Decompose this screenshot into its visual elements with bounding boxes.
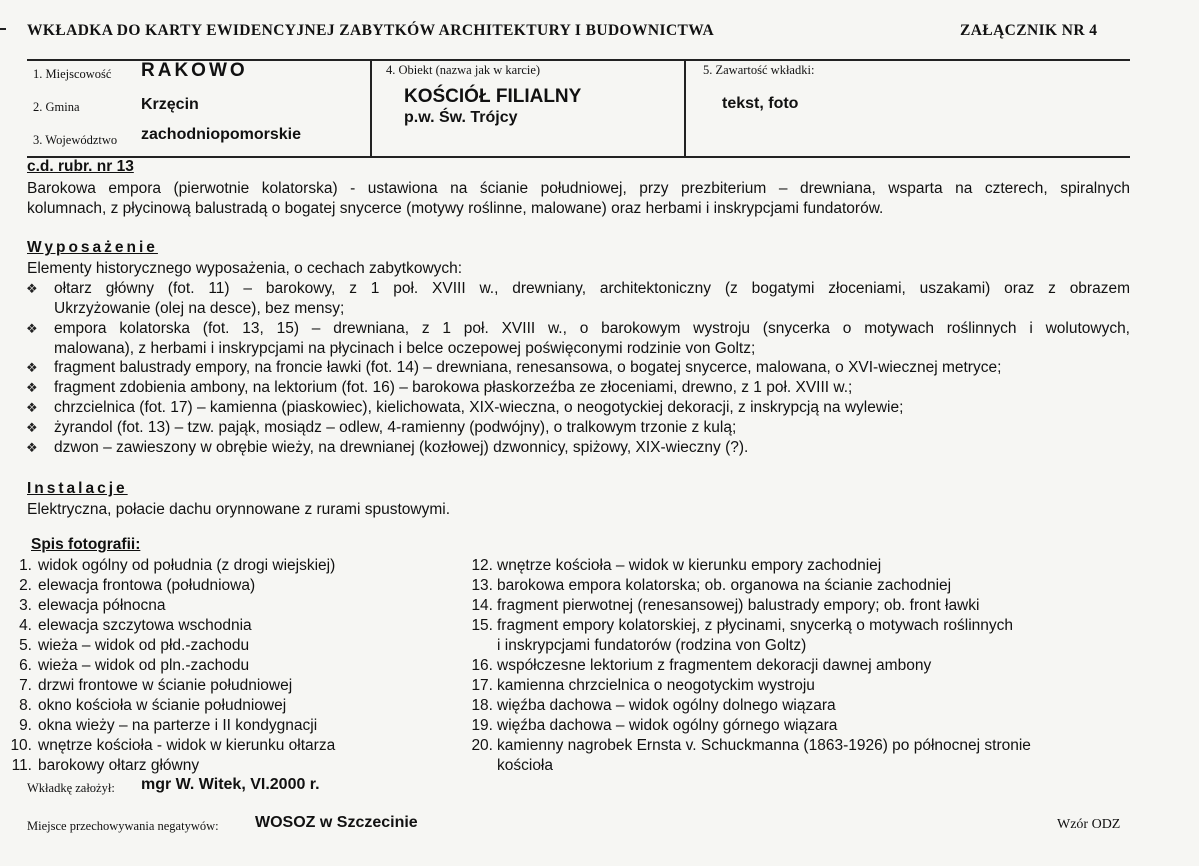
form-model: Wzór ODZ	[1057, 817, 1121, 832]
photo-caption: barokowa empora kolatorska; ob. organowa na ścianie zachodniej	[497, 577, 952, 594]
photo-caption: kamienny nagrobek Ernsta v. Schuckmanna (1863-1926) po północnej stronie	[497, 737, 1031, 754]
photo-caption: wieża – widok od pln.-zachodu	[38, 657, 250, 674]
photo-caption: więźba dachowa – widok ogólny górnego wiązara	[497, 717, 838, 734]
storage-value: WOSOZ w Szczecinie	[255, 814, 418, 831]
photo-list-item	[0, 736, 335, 756]
photo-list-item	[463, 576, 951, 596]
miejscowosc-label: 1. Miejscowość	[33, 67, 112, 81]
photo-number: 13.	[471, 577, 493, 594]
wojewodztwo-label: 3. Województwo	[33, 133, 118, 147]
photo-list-item	[463, 716, 837, 736]
photo-caption: elewacja północna	[38, 597, 166, 614]
photo-caption: wnętrze kościoła - widok w kierunku ołtarza	[38, 737, 336, 754]
photo-caption-continuation: i inskrypcjami fundatorów (rodzina von Goltz)	[497, 637, 807, 654]
fields-divider-1	[370, 60, 372, 157]
photo-caption: widok ogólny od południa (z drogi wiejskiej)	[38, 557, 336, 574]
equipment-item: fragment balustrady empory, na froncie ławki (fot. 14) – drewniana, renesansowa, o bogatej snycerce, malowana, o XVI-wiecznej metryce;	[54, 359, 1002, 376]
obiekt-subtitle: p.w. Św. Trójcy	[404, 109, 518, 126]
photo-list-item	[463, 656, 931, 676]
photo-caption: więźba dachowa – widok ogólny dolnego wiązara	[497, 697, 836, 714]
equipment-item: fragment zdobienia ambony, na lektorium (fot. 16) – barokowa płaskorzeźba ze złoceniami, drewno, z 1 poł. XVIII w.;	[54, 379, 853, 396]
photo-number: 14.	[471, 597, 493, 614]
photo-number: 7.	[19, 677, 32, 694]
photo-list-item	[0, 716, 317, 736]
zawartosc-value: tekst, foto	[722, 95, 799, 112]
zawartosc-label: 5. Zawartość wkładki:	[703, 63, 815, 77]
photo-list-item	[0, 756, 199, 776]
equipment-item-continuation: malowana), z herbami i inskrypcjami na płycinach i belce oczepowej poświęconymi rodzinie von Goltz;	[54, 340, 756, 357]
gmina-label: 2. Gmina	[33, 100, 80, 114]
photo-caption: współczesne lektorium z fragmentem dekoracji dawnej ambony	[497, 657, 932, 674]
photo-list-item	[0, 576, 255, 596]
equipment-item: ołtarz główny (fot. 11) – barokowy, z 1 poł. XVIII w., drewniany, architektoniczny (z bogatymi złoceniami, uszakami) oraz z obrazem	[54, 280, 1130, 297]
photo-number: 8.	[19, 697, 32, 714]
bullet-icon: ❖	[26, 281, 38, 296]
photo-caption-continuation: kościoła	[497, 757, 553, 774]
photo-number: 10.	[10, 737, 32, 754]
photo-caption: kamienna chrzcielnica o neogotyckim wystroju	[497, 677, 815, 694]
photo-number: 19.	[471, 717, 493, 734]
bullet-icon: ❖	[26, 380, 38, 395]
photo-caption: wnętrze kościoła – widok w kierunku empory zachodniej	[497, 557, 882, 574]
equipment-item: chrzcielnica (fot. 17) – kamienna (piaskowiec), kielichowata, XIX-wieczna, o neogotyckiej dekoracji, z inskrypcją na wylewie;	[54, 399, 904, 416]
photo-caption: wieża – widok od płd.-zachodu	[38, 637, 250, 654]
photo-caption: fragment pierwotnej (renesansowej) balustrady empory; ob. front ławki	[497, 597, 980, 614]
bullet-icon: ❖	[26, 321, 38, 336]
author-value: mgr W. Witek, VI.2000 r.	[141, 776, 320, 793]
photo-number: 3.	[19, 597, 32, 614]
attachment-number: ZAŁĄCZNIK NR 4	[960, 22, 1098, 39]
author-label: Wkładkę założył:	[27, 781, 115, 795]
cd-line-1: Barokowa empora (pierwotnie kolatorska) - ustawiona na ścianie południowej, przy prezbiterium – drewniana, wsparta na czterech, spiralnych	[27, 180, 1130, 197]
gmina-value: Krzęcin	[141, 96, 199, 113]
photo-list-item	[0, 656, 249, 676]
storage-label: Miejsce przechowywania negatywów:	[27, 819, 219, 833]
photo-number: 4.	[19, 617, 32, 634]
cd-line-2: kolumnach, z płycinową balustradą o bogatej snycerce (motywy roślinne, malowane) oraz herbami i inskrypcjami fundatorów.	[27, 200, 884, 217]
wyposazenie-heading: Wyposażenie	[27, 239, 158, 256]
obiekt-value: KOŚCIÓŁ FILIALNY	[404, 86, 582, 107]
spis-heading: Spis fotografii:	[31, 536, 141, 553]
equipment-item: dzwon – zawieszony w obrębie wieży, na drewnianej (kozłowej) dzwonnicy, spiżowy, XIX-wieczny (?).	[54, 439, 749, 456]
photo-number: 9.	[19, 717, 32, 734]
equipment-item: empora kolatorska (fot. 13, 15) – drewniana, z 1 poł. XVIII w., o barokowym wystroju (snycerka o motywach roślinnych i wolutowych,	[54, 320, 1130, 337]
bullet-icon: ❖	[26, 400, 38, 415]
photo-list-item	[463, 676, 815, 696]
photo-caption: drzwi frontowe w ścianie południowej	[38, 677, 293, 694]
photo-caption: elewacja szczytowa wschodnia	[38, 617, 252, 634]
wojewodztwo-value: zachodniopomorskie	[141, 126, 302, 143]
photo-list-item	[0, 696, 286, 716]
instalacje-heading: Instalacje	[27, 480, 128, 497]
photo-list-item	[0, 596, 166, 616]
photo-caption: barokowy ołtarz główny	[38, 757, 200, 774]
equipment-item: żyrandol (fot. 13) – tzw. pająk, mosiądz – odlew, 4-ramienny (podwójny), o tralkowym trzonie z kulą;	[54, 419, 737, 436]
photo-number: 11.	[11, 757, 32, 774]
cd-heading: c.d. rubr. nr 13	[27, 158, 134, 175]
bullet-icon: ❖	[26, 440, 38, 455]
instalacje-text: Elektryczna, połacie dachu orynnowane z rurami spustowymi.	[27, 501, 450, 518]
obiekt-label: 4. Obiekt (nazwa jak w karcie)	[386, 63, 541, 77]
photo-caption: okna wieży – na parterze i II kondygnacji	[38, 717, 318, 734]
bullet-icon: ❖	[26, 360, 38, 375]
photo-number: 5.	[19, 637, 32, 654]
photo-list-item	[0, 616, 252, 636]
photo-number: 12.	[471, 557, 493, 574]
photo-list-item	[0, 676, 292, 696]
photo-list-item	[463, 696, 836, 716]
document-title: WKŁADKA DO KARTY EWIDENCYJNEJ ZABYTKÓW ARCHITEKTURY I BUDOWNICTWA	[27, 22, 715, 39]
photo-number: 17.	[471, 677, 493, 694]
photo-list-item	[463, 596, 979, 616]
photo-number: 2.	[19, 577, 32, 594]
fields-bottom-rule	[27, 156, 1130, 158]
fields-divider-2	[684, 60, 686, 157]
bullet-icon: ❖	[26, 420, 38, 435]
photo-list-item	[463, 556, 881, 576]
photo-number: 1.	[19, 557, 32, 574]
equipment-item-continuation: Ukrzyżowanie (olej na desce), bez mensy;	[54, 300, 345, 317]
photo-caption: okno kościoła w ścianie południowej	[38, 697, 287, 714]
photo-caption: fragment empory kolatorskiej, z płycinami, snycerką o motywach roślinnych	[497, 617, 1013, 634]
photo-list-item	[0, 636, 249, 656]
photo-number: 15.	[471, 617, 493, 634]
wyposazenie-intro: Elementy historycznego wyposażenia, o cechach zabytkowych:	[27, 260, 463, 277]
corner-mark	[0, 28, 6, 30]
photo-list-item	[463, 616, 1013, 636]
photo-number: 20.	[471, 737, 493, 754]
photo-list-item	[0, 556, 335, 576]
miejscowosc-value: RAKOWO	[141, 60, 248, 81]
photo-number: 16.	[471, 657, 493, 674]
photo-number: 6.	[19, 657, 32, 674]
photo-caption: elewacja frontowa (południowa)	[38, 577, 256, 594]
photo-list-item	[463, 736, 1031, 756]
photo-number: 18.	[471, 697, 493, 714]
